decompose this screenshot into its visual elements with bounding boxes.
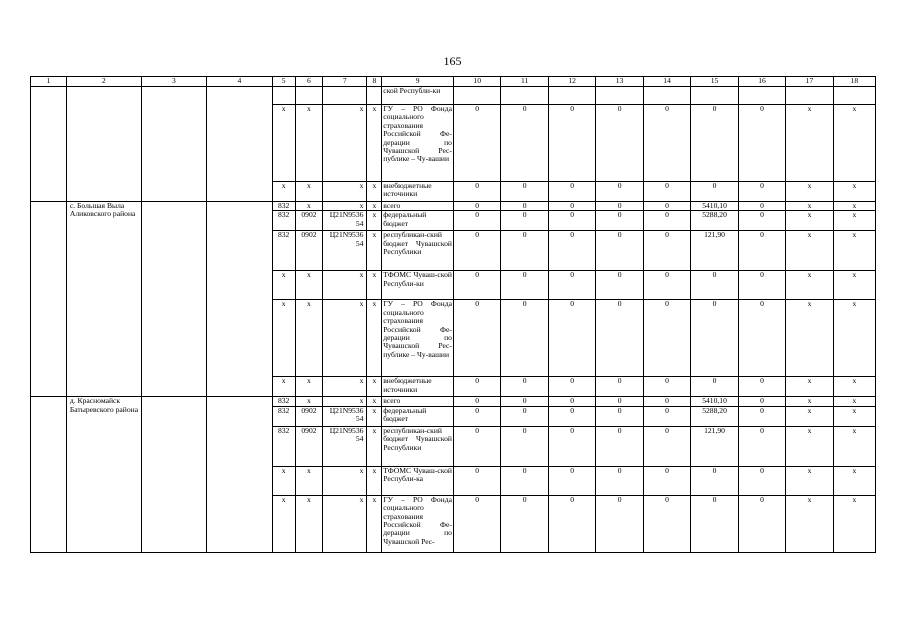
value-cell: 0 <box>738 377 785 397</box>
target-article-code: x <box>323 271 367 300</box>
section-code: x <box>295 105 322 182</box>
target-article-code: x <box>323 202 367 211</box>
value-cell: 0 <box>453 105 500 182</box>
value-cell: 0 <box>738 495 785 552</box>
expense-type-code: x <box>367 211 382 231</box>
section-code: 0902 <box>295 406 322 426</box>
value-cell: 0 <box>643 271 690 300</box>
value-cell: 0 <box>596 300 643 377</box>
value-cell: 0 <box>453 426 500 466</box>
value-cell: 0 <box>501 211 548 231</box>
value-cell: x <box>786 377 833 397</box>
section-code: x <box>295 202 322 211</box>
value-cell: 0 <box>738 426 785 466</box>
section-code: 0902 <box>295 426 322 466</box>
funding-source: ГУ – РО Фонда социального страхования Российской Фе-дерации по Чувашской Рес-публике – Чу-вашии <box>382 105 454 182</box>
value-cell: x <box>833 182 875 202</box>
section-code: x <box>295 466 322 495</box>
value-cell: 0 <box>643 231 690 271</box>
value-cell: 0 <box>453 271 500 300</box>
grbs-code: x <box>272 182 295 202</box>
expense-type-code: x <box>367 397 382 406</box>
value-cell <box>453 87 500 105</box>
value-cell: 0 <box>738 231 785 271</box>
section-code: x <box>295 377 322 397</box>
empty-cell <box>141 397 206 552</box>
funding-source: всего <box>382 397 454 406</box>
target-article-code: x <box>323 495 367 552</box>
funding-source: федеральный бюджет <box>382 211 454 231</box>
target-article-code: x <box>323 466 367 495</box>
section-code <box>295 87 322 105</box>
value-cell: 0 <box>643 397 690 406</box>
value-cell: 0 <box>596 406 643 426</box>
value-cell: 0 <box>691 182 738 202</box>
value-cell: 0 <box>453 211 500 231</box>
value-cell: 0 <box>738 211 785 231</box>
value-cell: 0 <box>548 406 595 426</box>
grbs-code: 832 <box>272 211 295 231</box>
value-cell: x <box>833 397 875 406</box>
value-cell: 0 <box>691 271 738 300</box>
value-cell: x <box>833 231 875 271</box>
expense-type-code <box>367 87 382 105</box>
value-cell: 0 <box>643 182 690 202</box>
value-cell <box>643 87 690 105</box>
grbs-code: x <box>272 271 295 300</box>
value-cell: 0 <box>548 495 595 552</box>
value-cell: 0 <box>643 426 690 466</box>
section-code: x <box>295 271 322 300</box>
value-cell: 0 <box>738 466 785 495</box>
value-cell: x <box>833 271 875 300</box>
grbs-code: x <box>272 300 295 377</box>
column-header: 6 <box>295 77 322 87</box>
column-header-row <box>31 77 876 87</box>
value-cell: 0 <box>738 397 785 406</box>
funding-source: республикан-ский бюджет Чувашской Республики <box>382 426 454 466</box>
value-cell: 0 <box>596 211 643 231</box>
value-cell <box>596 87 643 105</box>
value-cell: x <box>833 495 875 552</box>
target-article-code: x <box>323 300 367 377</box>
target-article-code: x <box>323 397 367 406</box>
column-header: 5 <box>272 77 295 87</box>
value-cell: 0 <box>453 466 500 495</box>
target-article-code: x <box>323 182 367 202</box>
value-cell: 0 <box>501 202 548 211</box>
section-code: x <box>295 182 322 202</box>
column-header: 4 <box>207 77 272 87</box>
value-cell: 0 <box>501 231 548 271</box>
section-code: x <box>295 300 322 377</box>
section-code: 0902 <box>295 231 322 271</box>
value-cell: x <box>833 105 875 182</box>
empty-cell <box>31 202 67 397</box>
empty-cell <box>207 397 272 552</box>
column-header: 13 <box>596 77 643 87</box>
value-cell: 0 <box>691 300 738 377</box>
value-cell: 0 <box>738 300 785 377</box>
value-cell: 0 <box>501 182 548 202</box>
empty-cell <box>141 87 206 202</box>
value-cell: 0 <box>548 397 595 406</box>
value-cell: 0 <box>501 406 548 426</box>
value-cell: 0 <box>738 182 785 202</box>
funding-source: республикан-ский бюджет Чувашской Республики <box>382 231 454 271</box>
funding-source: федеральный бюджет <box>382 406 454 426</box>
value-cell: 0 <box>596 105 643 182</box>
empty-cell <box>66 87 141 202</box>
value-cell: 0 <box>453 202 500 211</box>
column-header: 2 <box>66 77 141 87</box>
expense-type-code: x <box>367 231 382 271</box>
grbs-code: 832 <box>272 231 295 271</box>
value-cell: 0 <box>453 377 500 397</box>
empty-cell <box>141 202 206 397</box>
value-cell: 0 <box>691 466 738 495</box>
value-cell: x <box>833 211 875 231</box>
value-cell: 0 <box>453 300 500 377</box>
expense-type-code: x <box>367 406 382 426</box>
value-cell: x <box>786 495 833 552</box>
value-cell: 0 <box>501 105 548 182</box>
funding-source: ТФОМС Чуваш-ской Республи-ка <box>382 466 454 495</box>
value-cell: 0 <box>548 271 595 300</box>
value-cell: x <box>786 211 833 231</box>
value-cell: 0 <box>596 231 643 271</box>
value-cell: 0 <box>548 211 595 231</box>
target-article-code: Ц21N9536 54 <box>323 406 367 426</box>
value-cell <box>691 87 738 105</box>
value-cell: 121,90 <box>691 426 738 466</box>
target-article-code: x <box>323 105 367 182</box>
value-cell: 0 <box>501 466 548 495</box>
value-cell: 0 <box>643 466 690 495</box>
empty-cell <box>207 87 272 202</box>
empty-cell <box>31 397 67 552</box>
settlement-name: д. Красномайск Батыревского района <box>66 397 141 552</box>
value-cell: x <box>786 182 833 202</box>
grbs-code <box>272 87 295 105</box>
empty-cell <box>207 202 272 397</box>
target-article-code <box>323 87 367 105</box>
value-cell: 5410,10 <box>691 397 738 406</box>
value-cell: x <box>833 466 875 495</box>
value-cell: 0 <box>643 202 690 211</box>
value-cell: 0 <box>453 397 500 406</box>
value-cell: 0 <box>596 466 643 495</box>
grbs-code: 832 <box>272 406 295 426</box>
value-cell: x <box>786 426 833 466</box>
column-header: 16 <box>738 77 785 87</box>
value-cell: 0 <box>453 495 500 552</box>
column-header: 8 <box>367 77 382 87</box>
value-cell: 0 <box>691 377 738 397</box>
value-cell: 0 <box>691 105 738 182</box>
funding-source: ГУ – РО Фонда социального страхования Российской Фе-дерации по Чувашской Рес-публике – Чу-вашии <box>382 300 454 377</box>
value-cell <box>501 87 548 105</box>
value-cell: 0 <box>501 426 548 466</box>
column-header: 1 <box>31 77 67 87</box>
value-cell: 0 <box>501 300 548 377</box>
funding-source: ской Республи-ки <box>382 87 454 105</box>
value-cell: x <box>786 231 833 271</box>
target-article-code: Ц21N9536 54 <box>323 211 367 231</box>
grbs-code: x <box>272 377 295 397</box>
column-header: 10 <box>453 77 500 87</box>
table-row <box>31 397 876 406</box>
value-cell: 0 <box>643 406 690 426</box>
value-cell: x <box>786 406 833 426</box>
funding-source: ТФОМС Чуваш-ской Республи-ки <box>382 271 454 300</box>
value-cell: 5288,20 <box>691 211 738 231</box>
value-cell: 0 <box>548 466 595 495</box>
expense-type-code: x <box>367 377 382 397</box>
table-row <box>31 202 876 211</box>
expense-type-code: x <box>367 426 382 466</box>
value-cell: 0 <box>548 377 595 397</box>
column-header: 9 <box>382 77 454 87</box>
value-cell: 0 <box>596 495 643 552</box>
value-cell: 0 <box>738 202 785 211</box>
grbs-code: 832 <box>272 397 295 406</box>
value-cell: 0 <box>643 300 690 377</box>
value-cell: 0 <box>548 182 595 202</box>
column-header: 7 <box>323 77 367 87</box>
column-header: 15 <box>691 77 738 87</box>
funding-source: всего <box>382 202 454 211</box>
value-cell <box>833 87 875 105</box>
value-cell: 0 <box>738 105 785 182</box>
column-header: 3 <box>141 77 206 87</box>
value-cell: 0 <box>596 377 643 397</box>
value-cell: x <box>786 271 833 300</box>
value-cell: x <box>786 105 833 182</box>
value-cell: 0 <box>596 202 643 211</box>
value-cell: 0 <box>691 495 738 552</box>
value-cell: x <box>786 397 833 406</box>
value-cell <box>786 87 833 105</box>
value-cell: x <box>833 406 875 426</box>
grbs-code: x <box>272 105 295 182</box>
value-cell: 0 <box>548 105 595 182</box>
value-cell: x <box>833 377 875 397</box>
value-cell: 0 <box>738 406 785 426</box>
expense-type-code: x <box>367 271 382 300</box>
column-header: 18 <box>833 77 875 87</box>
funding-source: ГУ – РО Фонда социального страхования Российской Фе-дерации по Чувашской Рес- <box>382 495 454 552</box>
target-article-code: Ц21N9536 54 <box>323 426 367 466</box>
value-cell: 0 <box>501 271 548 300</box>
value-cell <box>548 87 595 105</box>
grbs-code: 832 <box>272 202 295 211</box>
column-header: 17 <box>786 77 833 87</box>
section-code: 0902 <box>295 211 322 231</box>
value-cell: x <box>833 426 875 466</box>
expense-type-code: x <box>367 466 382 495</box>
value-cell: 0 <box>596 271 643 300</box>
section-code: x <box>295 397 322 406</box>
column-header: 11 <box>501 77 548 87</box>
value-cell: 0 <box>596 397 643 406</box>
funding-source: внебюджетные источники <box>382 182 454 202</box>
value-cell: 0 <box>738 271 785 300</box>
settlement-name: с. Большая Выла Аликовского района <box>66 202 141 397</box>
value-cell: 0 <box>643 211 690 231</box>
column-header: 12 <box>548 77 595 87</box>
expense-type-code: x <box>367 202 382 211</box>
value-cell: 0 <box>643 495 690 552</box>
value-cell: 0 <box>501 397 548 406</box>
value-cell: 0 <box>501 495 548 552</box>
column-header: 14 <box>643 77 690 87</box>
budget-table <box>30 76 876 553</box>
value-cell: 0 <box>548 426 595 466</box>
funding-source: внебюджетные источники <box>382 377 454 397</box>
value-cell: 121,90 <box>691 231 738 271</box>
value-cell: 0 <box>596 182 643 202</box>
value-cell: 0 <box>453 182 500 202</box>
value-cell: 0 <box>643 105 690 182</box>
grbs-code: x <box>272 495 295 552</box>
value-cell: x <box>786 202 833 211</box>
value-cell: x <box>833 300 875 377</box>
expense-type-code: x <box>367 105 382 182</box>
value-cell: 0 <box>453 231 500 271</box>
value-cell: 0 <box>643 377 690 397</box>
grbs-code: 832 <box>272 426 295 466</box>
page-number: 165 <box>443 54 462 68</box>
value-cell: x <box>786 300 833 377</box>
value-cell: 0 <box>548 231 595 271</box>
target-article-code: Ц21N9536 54 <box>323 231 367 271</box>
value-cell: 0 <box>501 377 548 397</box>
empty-cell <box>31 87 67 202</box>
value-cell: 5288,20 <box>691 406 738 426</box>
expense-type-code: x <box>367 182 382 202</box>
value-cell: x <box>833 202 875 211</box>
section-code: x <box>295 495 322 552</box>
value-cell: 0 <box>548 202 595 211</box>
value-cell: 5410,10 <box>691 202 738 211</box>
value-cell: 0 <box>453 406 500 426</box>
table-row <box>31 87 876 105</box>
value-cell: x <box>786 466 833 495</box>
grbs-code: x <box>272 466 295 495</box>
value-cell: 0 <box>596 426 643 466</box>
expense-type-code: x <box>367 300 382 377</box>
value-cell: 0 <box>548 300 595 377</box>
target-article-code: x <box>323 377 367 397</box>
value-cell <box>738 87 785 105</box>
expense-type-code: x <box>367 495 382 552</box>
